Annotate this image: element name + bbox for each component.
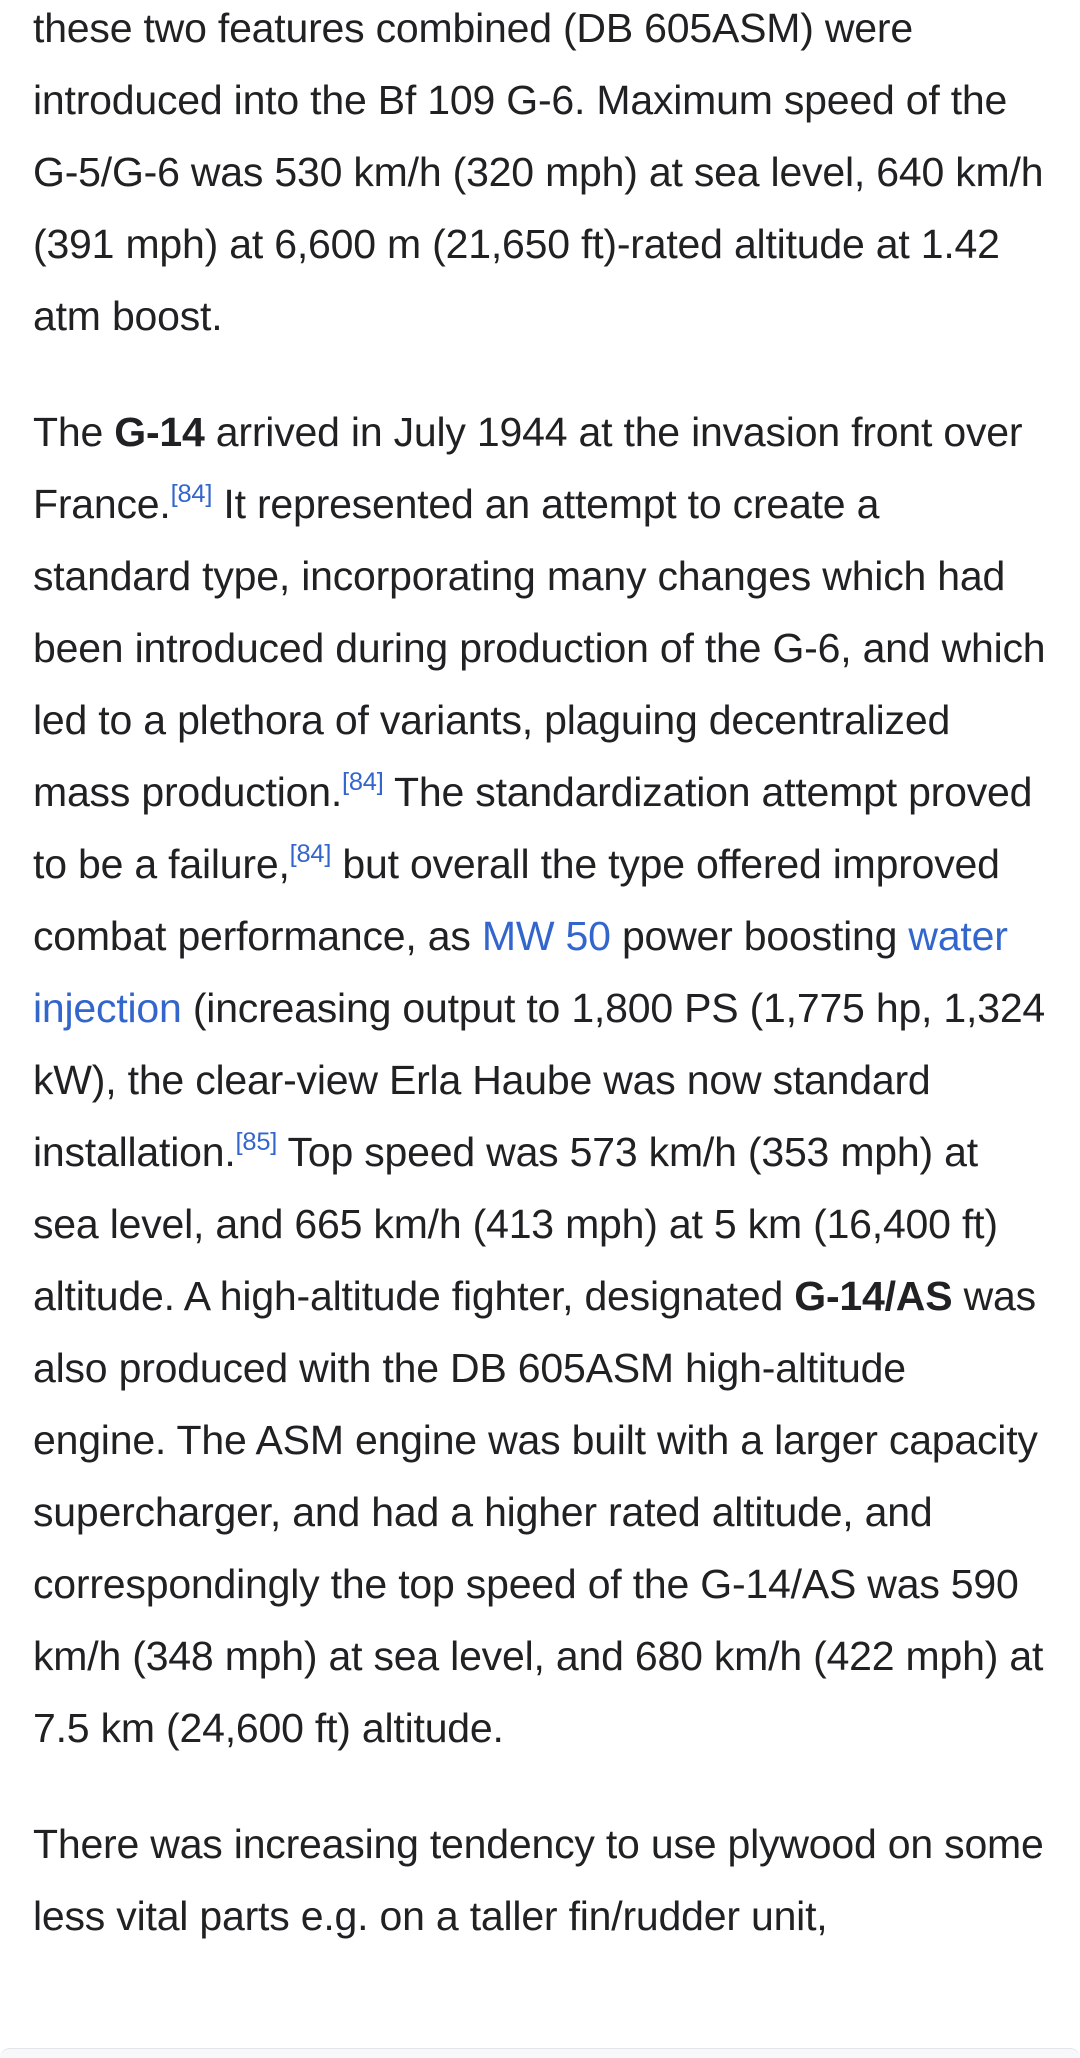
link-mw-50[interactable]: MW 50 (481, 913, 611, 959)
ref-84-link[interactable]: [84] (170, 480, 213, 509)
text-run: The (33, 409, 115, 455)
text-run: Top speed was 573 km/h (353 mph) at sea level, and 665 km/h (413 mph) at 5 km (16,400 ft) altitude. A high-altitude fighter, designated (33, 1129, 998, 1319)
text-run: arrived in July 1944 at the invasion front over France. (33, 409, 1023, 527)
text-run: It represented an attempt to create a standard type, incorporating many changes which had been introduced during production of the G-6, and which led to a plethora of variants, plaguing decentralized mass production. (33, 481, 1046, 815)
text-run: power boosting (610, 913, 909, 959)
text-run: these two features combined (DB 605ASM) were introduced into the Bf 109 G-6. Maximum speed of the G-5/G-6 was 530 km/h (320 mph) at sea level, 640 km/h (391 mph) at 6,600 m (21,650 ft)-rated altitude at 1.42 atm boost. (33, 5, 1044, 339)
link-water-injection[interactable]: water injection (33, 913, 1008, 1031)
text-run: There was increasing tendency to use plywood on some less vital parts e.g. on a taller fin/rudder unit, (33, 1821, 1044, 1939)
bold-g14-as: G-14/AS (794, 1273, 953, 1319)
ref-84-link[interactable]: [84] (342, 768, 384, 797)
text-run: but overall the type offered improved combat performance, as (33, 841, 1000, 959)
text-run: (increasing output to 1,800 PS (1,775 hp, 1,324 kW), the clear-view Erla Haube was now standard installation. (33, 985, 1046, 1175)
reference-superscript (171, 480, 213, 508)
reference-superscript (342, 768, 384, 796)
reference-superscript (290, 840, 332, 868)
reference-superscript (236, 1128, 278, 1156)
ref-84-link[interactable]: [84] (289, 840, 332, 869)
paragraph (33, 1808, 1047, 1952)
text-run: was also produced with the DB 605ASM high-altitude engine. The ASM engine was built with a larger capacity supercharger, and had a higher rated altitude, and correspondingly the top speed of the G-14/AS was 590 km/h (348 mph) at sea level, and 680 km/h (422 mph) at 7.5 km (24,600 ft) altitude. (33, 1273, 1044, 1751)
ref-85-link[interactable]: [85] (235, 1128, 278, 1157)
text-run: The standardization attempt proved to be a failure, (33, 769, 1033, 887)
paragraph (33, 396, 1047, 1764)
paragraph (33, 0, 1047, 352)
bold-g14: G-14 (114, 409, 205, 455)
article-paragraphs (33, 0, 1047, 1952)
bottom-sheet-edge (0, 2048, 1080, 2058)
